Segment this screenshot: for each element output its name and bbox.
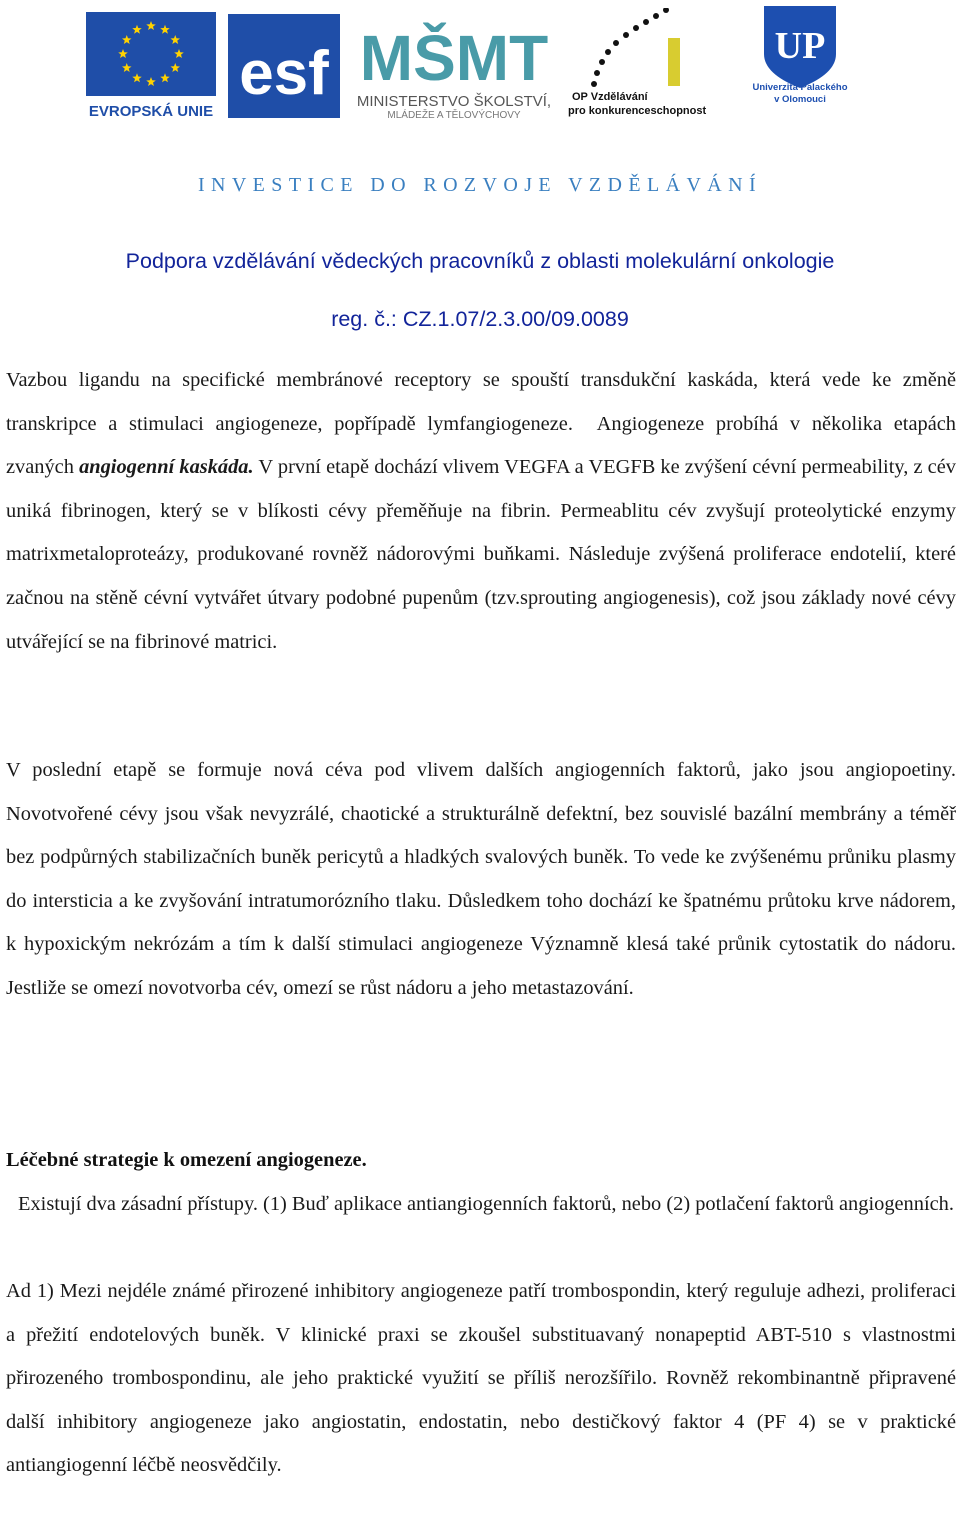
msmt-line1: MINISTERSTVO ŠKOLSTVÍ, (356, 93, 552, 110)
esf-text: esf (239, 39, 329, 108)
msmt-mark: MŠMT (359, 22, 549, 94)
logo-strip (0, 0, 960, 130)
svg-text:UP: UP (774, 25, 826, 67)
p1-text-b: Angiogeneze probíhá v několika etapách zvaných (6, 412, 956, 479)
msmt-logo (342, 10, 566, 120)
p1-emphasis: angiogenní kaskáda. (79, 456, 254, 479)
op-dots-icon (591, 8, 669, 87)
upol-line2: v Olomouci (774, 94, 826, 105)
investice-slogan: INVESTICE DO ROZVOJE VZDĚLÁVÁNÍ (197, 174, 763, 196)
section-heading: Léčebné strategie k omezení angiogeneze. (6, 1149, 367, 1171)
upol-logo (740, 2, 860, 112)
op-line2: pro konkurenceschopnost (568, 105, 707, 117)
project-title: Podpora vzdělávání vědeckých pracovníků z oblasti molekulární onkologie (125, 249, 835, 273)
op-vk-logo (566, 8, 726, 118)
registration-number: reg. č.: CZ.1.07/2.3.00/09.0089 (331, 307, 629, 331)
p1-text-a: Vazbou ligandu na specifické membránové receptory se spouští transdukční kaskáda, která vede ke změně transkripce a stimulaci angiogeneze, popřípadě lymfangiogeneze. (6, 369, 956, 435)
upol-line1: Univerzita Palackého (752, 82, 848, 93)
paragraph-approaches: Existují dva zásadní přístupy. (1) Buď aplikace antiangiogenních faktorů, nebo (2) potlačení faktorů angiogenních. (18, 1193, 954, 1215)
paragraph-inhibitors: Ad 1) Mezi nejdéle známé přirozené inhibitory angiogeneze patří trombospondin, který reguluje adhezi, proliferaci a přežití endotelových buněk. V klinické praxi se zkoušel substituavaný nonapeptid ABT-510 s vlastnostmi přirozeného trombospondinu, ale jeho praktické využití se příliš nerozšířilo. Rovněž rekombinantně připravené další inhibitory angiogeneze jako angiostatin, endostatin, nebo destičkový faktor 4 (PF 4) se v praktické antiangiogenní léčbě neosvědčily. (6, 1280, 956, 1477)
msmt-line2: MLÁDEŽE A TĚLOVÝCHOVY (387, 110, 521, 120)
op-line1: OP Vzdělávání (572, 91, 648, 103)
paragraph-angiogenic-cascade (6, 359, 956, 664)
eu-flag-logo (86, 12, 216, 120)
p1-text-c: V první etapě dochází vlivem VEGFA a VEGFB ke zvýšení cévní permeability, z cév uniká fibrinogen, který se v blíkosti cévy přeměňuje na fibrin. Permeablitu cév zvyšují proteolytické enzymy matrixmetaloproteázy, produkované rovněž nádorovými buňkami. Následuje zvýšená proliferace endotelií, které začnou na stěně cévní vytvářet útvary podobné pupenům (tzv.sprouting angiogenesis), což jsou základy nové cévy utvářející se na fibrinové matrici. (6, 456, 956, 653)
paragraph-last-stage: V poslední etapě se formuje nová céva pod vlivem dalších angiogenních faktorů, jako jsou angiopoetiny. Novotvořené cévy jsou však nevyzrálé, chaotické a strukturálně defektní, bez souvislé bazální membrány a téměř bez podpůrných stabilizačních buněk pericytů a hladkých svalových buněk. To vede ke zvýšenému průniku plasmy do intersticia a ke zvyšování intratumorózního tlaku. Důsledkem toho dochází ke špatnému průtoku krve nádorem, k hypoxickým nekrózám a tím k další stimulaci angiogeneze Významně klesá také průnik cytostatik do nádoru. Jestliže se omezí novotvorba cév, omezí se růst nádoru a jeho metastazování. (6, 759, 956, 999)
esf-logo (228, 14, 340, 118)
eu-caption: EVROPSKÁ UNIE (88, 103, 214, 120)
